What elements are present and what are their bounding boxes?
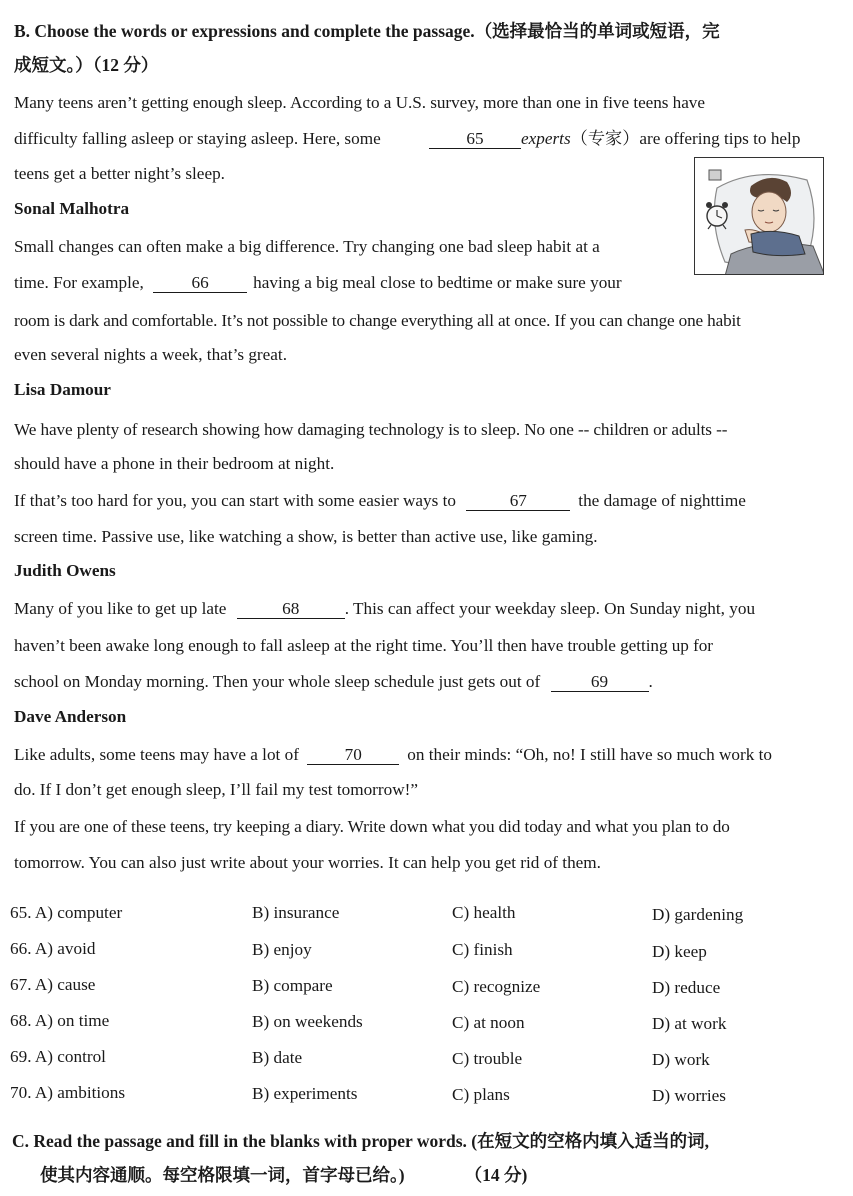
passage-line: screen time. Passive use, like watching a show, is better than active use, like gaming. bbox=[14, 527, 598, 546]
option-c: C) health bbox=[452, 903, 516, 922]
option-a: 66. A) avoid bbox=[10, 939, 96, 958]
option-c: C) at noon bbox=[452, 1013, 525, 1032]
passage-line: haven’t been awake long enough to fall asleep at the right time. You’ll then have trouble getting up for bbox=[14, 636, 713, 655]
option-a: 68. A) on time bbox=[10, 1011, 110, 1030]
section-b-heading-cn: （选择最恰当的单词或短语，完 bbox=[474, 21, 720, 41]
text-run: time. For example, bbox=[14, 273, 144, 292]
option-c: C) plans bbox=[452, 1085, 510, 1104]
blank-66: 66 bbox=[153, 274, 247, 293]
section-c-instructions: 使其内容通顺。每空格限填一词，首字母已给。) bbox=[40, 1165, 405, 1185]
expert-name: Sonal Malhotra bbox=[14, 199, 130, 218]
sleeping-boy-illustration bbox=[694, 157, 824, 275]
expert-name: Lisa Damour bbox=[14, 380, 111, 399]
passage-line: Small changes can often make a big difference. Try changing one bad sleep habit at a bbox=[14, 237, 600, 256]
sleeping-boy-icon bbox=[695, 158, 824, 275]
option-b: B) enjoy bbox=[252, 940, 312, 959]
section-c-heading bbox=[12, 1130, 709, 1152]
text-run: . bbox=[648, 672, 653, 691]
passage-line: do. If I don’t get enough sleep, I’ll fail my test tomorrow!” bbox=[14, 780, 418, 799]
option-d: D) keep bbox=[652, 942, 707, 961]
passage-line: We have plenty of research showing how damaging technology is to sleep. No one -- children or adults -- bbox=[14, 420, 728, 439]
option-c: C) finish bbox=[452, 940, 513, 959]
blank-65: 65 bbox=[429, 130, 521, 149]
blank-67: 67 bbox=[466, 492, 570, 511]
option-d: D) work bbox=[652, 1050, 710, 1069]
passage-line bbox=[14, 128, 800, 150]
text-run: Like adults, some teens may have a lot of bbox=[14, 745, 299, 764]
text-run: Many of you like to get up late bbox=[14, 599, 227, 618]
section-c-heading-cn: (在短文的空格内填入适当的词, bbox=[471, 1131, 709, 1151]
section-c-heading-en: C. Read the passage and fill in the blanks with proper words. bbox=[12, 1131, 467, 1151]
option-a: 70. A) ambitions bbox=[10, 1083, 126, 1102]
section-b-heading bbox=[14, 20, 720, 42]
text-run: having a big meal close to bedtime or make sure your bbox=[253, 273, 622, 292]
passage-line: tomorrow. You can also just write about your worries. It can help you get rid of them. bbox=[14, 853, 601, 872]
option-b: B) on weekends bbox=[252, 1012, 363, 1031]
option-a: 67. A) cause bbox=[10, 975, 96, 994]
option-c: C) trouble bbox=[452, 1049, 523, 1068]
text-run: experts bbox=[521, 129, 571, 148]
option-d: D) reduce bbox=[652, 978, 721, 997]
section-c-heading-cont bbox=[40, 1164, 527, 1186]
option-a: 69. A) control bbox=[10, 1047, 106, 1066]
passage-line bbox=[14, 598, 755, 620]
text-run: If that’s too hard for you, you can start with some easier ways to bbox=[14, 491, 456, 510]
expert-name: Dave Anderson bbox=[14, 707, 127, 726]
option-d: D) at work bbox=[652, 1014, 727, 1033]
passage-line bbox=[14, 671, 653, 693]
passage-line bbox=[14, 744, 772, 766]
text-run: on their minds: “Oh, no! I still have so much work to bbox=[407, 745, 772, 764]
text-run: school on Monday morning. Then your whole sleep schedule just gets out of bbox=[14, 672, 541, 691]
passage-line: teens get a better night’s sleep. bbox=[14, 164, 225, 183]
option-b: B) compare bbox=[252, 976, 333, 995]
passage-line bbox=[14, 490, 746, 512]
passage-line: Many teens aren’t getting enough sleep. According to a U.S. survey, more than one in five teens have bbox=[14, 93, 705, 112]
blank-68: 68 bbox=[237, 600, 345, 619]
option-d: D) gardening bbox=[652, 905, 744, 924]
option-b: B) insurance bbox=[252, 903, 340, 922]
option-d: D) worries bbox=[652, 1086, 726, 1105]
blank-70: 70 bbox=[307, 746, 399, 765]
passage-line: If you are one of these teens, try keeping a diary. Write down what you did today and what you plan to do bbox=[14, 817, 730, 836]
section-b-heading-en: B. Choose the words or expressions and complete the passage. bbox=[14, 21, 475, 41]
option-a: 65. A) computer bbox=[10, 903, 123, 922]
option-b: B) experiments bbox=[252, 1084, 358, 1103]
section-b-heading-cont: 成短文。）（12 分） bbox=[14, 55, 159, 75]
text-run: the damage of nighttime bbox=[578, 491, 746, 510]
passage-line bbox=[14, 272, 622, 294]
passage-line: room is dark and comfortable. It’s not possible to change everything all at once. If you can change one habit bbox=[14, 311, 741, 330]
expert-name: Judith Owens bbox=[14, 561, 116, 580]
option-c: C) recognize bbox=[452, 977, 541, 996]
text-run: difficulty falling asleep or staying asleep. Here, some bbox=[14, 129, 381, 148]
text-run: . This can affect your weekday sleep. On Sunday night, you bbox=[344, 599, 756, 618]
text-run: （专家）are offering tips to help bbox=[570, 129, 801, 148]
passage-line: even several nights a week, that’s great. bbox=[14, 345, 287, 364]
passage-line: should have a phone in their bedroom at night. bbox=[14, 454, 335, 473]
option-b: B) date bbox=[252, 1048, 303, 1067]
section-c-points: （14 分) bbox=[464, 1165, 528, 1185]
blank-69: 69 bbox=[551, 673, 649, 692]
